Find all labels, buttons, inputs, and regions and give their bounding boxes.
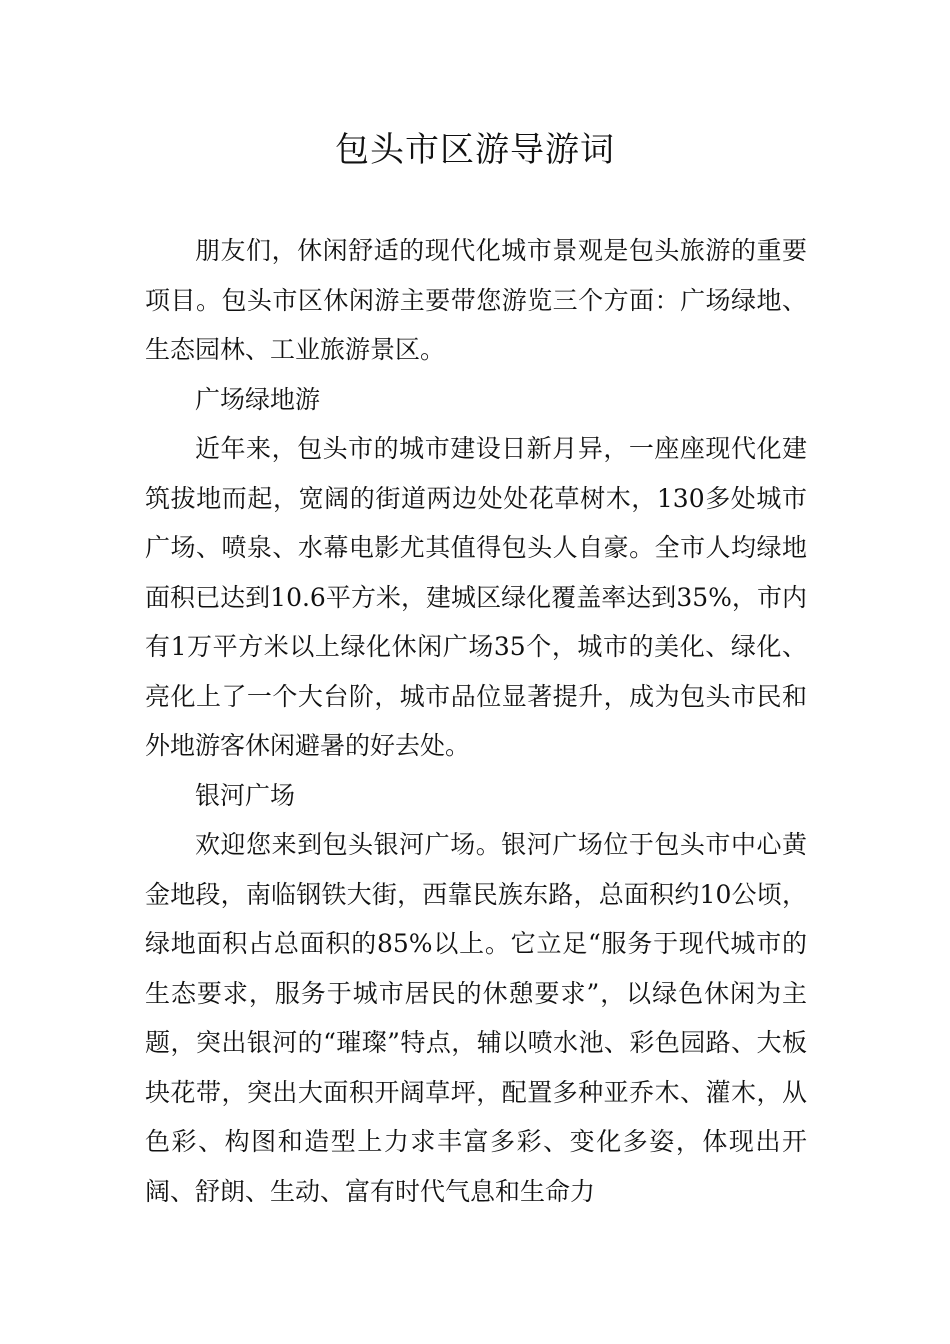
section-heading-yinhe-square: 银河广场 bbox=[195, 780, 296, 810]
paragraph-yinhe-square: 欢迎您来到包头银河广场。银河广场位于包头市中心黄金地段，南临钢铁大街，西靠民族东路，总面积约10公顷，绿地面积占总面积的85%以上。它立足“服务于现代城市的生态要求，服务于城市居民的休憩要求”，以绿色休闲为主题，突出银河的“璀璨”特点，辅以喷水池、彩色园路、大板块花带，突出大面积开阔草坪，配置多种亚乔木、灌木，从色彩、构图和造型上力求丰富多彩、变化多姿，体现出开阔、舒朗、生动、富有时代气息和生命力 bbox=[145, 830, 807, 1206]
paragraph-intro: 朋友们，休闲舒适的现代化城市景观是包头旅游的重要项目。包头市区休闲游主要带您游览三个方面：广场绿地、生态园林、工业旅游景区。 bbox=[145, 236, 807, 364]
document-title: 包头市区游导游词 bbox=[335, 130, 615, 170]
paragraph-square-greenland: 近年来，包头市的城市建设日新月异，一座座现代化建筑拔地而起，宽阔的街道两边处处花草树木，130多处城市广场、喷泉、水幕电影尤其值得包头人自豪。全市人均绿地面积已达到10.6平方米，建城区绿化覆盖率达到35%，市内有1万平方米以上绿化休闲广场35个，城市的美化、绿化、亮化上了一个大台阶，城市品位显著提升，成为包头市民和外地游客休闲避暑的好去处。 bbox=[145, 434, 807, 760]
section-heading-square-greenland: 广场绿地游 bbox=[195, 384, 321, 414]
document-body bbox=[145, 226, 807, 1216]
